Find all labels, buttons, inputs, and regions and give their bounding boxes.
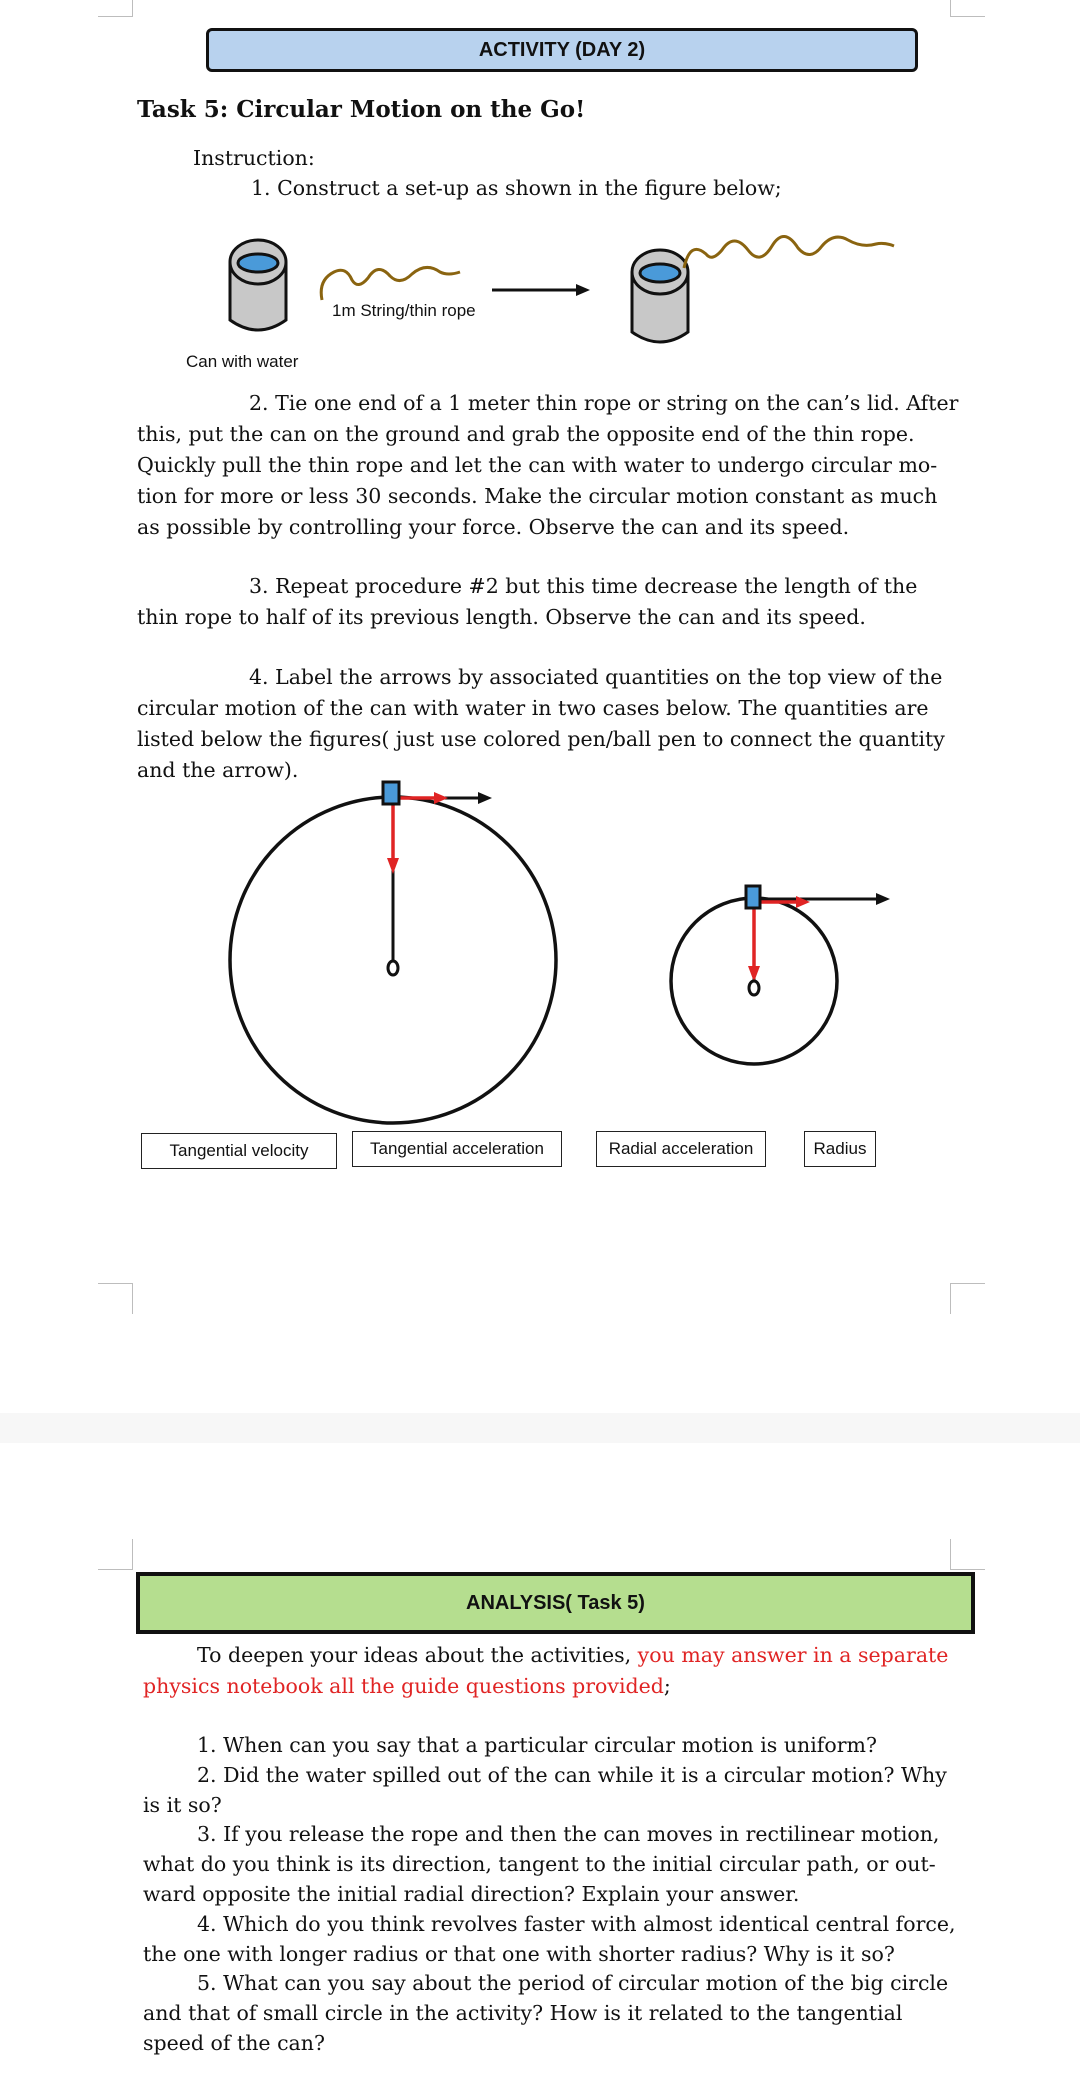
paragraph-line: circular motion of the can with water in two cases below. The quantities are — [137, 696, 929, 720]
page-corner-marker — [98, 1539, 133, 1570]
small-circle-diagram — [671, 886, 890, 1064]
question-line: 4. Which do you think revolves faster with almost identical central force, — [197, 1911, 956, 1936]
label-tangential-velocity — [141, 1133, 337, 1169]
paragraph-line: listed below the figures( just use colored pen/ball pen to connect the quantity — [137, 727, 945, 751]
intro-black-text: To deepen your ideas about the activities, — [197, 1643, 638, 1667]
page-corner-marker — [98, 1283, 133, 1314]
question-line: and that of small circle in the activity? How is it related to the tangential — [143, 2001, 903, 2026]
question-line: 5. What can you say about the period of circular motion of the big circle — [197, 1971, 949, 1996]
paragraph-line: Quickly pull the thin rope and let the can with water to undergo circular mo- — [137, 453, 938, 477]
page-corner-marker — [950, 1539, 985, 1570]
intro-red-text: physics notebook all the guide questions provided — [143, 1674, 664, 1698]
page-gap — [0, 1413, 1080, 1443]
analysis-header — [136, 1572, 975, 1634]
paragraph-line: 2. Tie one end of a 1 meter thin rope or string on the can’s lid. After — [249, 391, 959, 415]
intro-line-2 — [143, 1671, 973, 1702]
question-list — [143, 1731, 973, 2059]
question-line: what do you think is its direction, tangent to the initial circular path, or out- — [143, 1852, 936, 1877]
paragraph-line: as possible by controlling your force. Observe the can and its speed. — [137, 515, 850, 539]
task-title: Task 5: Circular Motion on the Go! — [137, 96, 586, 123]
intro-red-text: you may answer in a separate — [637, 1643, 949, 1667]
question-line: 2. Did the water spilled out of the can while it is a circular motion? Why — [197, 1762, 947, 1787]
activity-header-text: ACTIVITY (DAY 2) — [478, 38, 646, 61]
question-line: 3. If you release the rope and then the can moves in rectilinear motion, — [197, 1822, 940, 1847]
intro-line-1 — [143, 1640, 973, 1671]
label-text: Radial acceleration — [608, 1139, 754, 1158]
paragraph-line: this, put the can on the ground and grab the opposite end of the thin rope. — [137, 422, 915, 446]
paragraph-line: 3. Repeat procedure #2 but this time decrease the length of the — [249, 574, 918, 598]
analysis-header-text: ANALYSIS( Task 5) — [466, 1591, 645, 1614]
label-text: Tangential acceleration — [370, 1139, 544, 1158]
paragraph-line: 4. Label the arrows by associated quantities on the top view of the — [249, 665, 943, 689]
instruction-label: Instruction: — [193, 146, 315, 170]
intro-end-text: ; — [663, 1674, 671, 1698]
question-line: the one with longer radius or that one with shorter radius? Why is it so? — [143, 1941, 895, 1966]
question-line: is it so? — [143, 1792, 222, 1817]
question-line: 1. When can you say that a particular circular motion is uniform? — [197, 1733, 877, 1757]
large-circle-diagram — [230, 782, 556, 1123]
label-radial-acceleration — [596, 1131, 766, 1167]
label-text: Radius — [813, 1139, 867, 1158]
question-line: ward opposite the initial radial direction? Explain your answer. — [143, 1881, 800, 1906]
can-label: Can with water — [186, 352, 299, 371]
step-1-text: 1. Construct a set-up as shown in the figure below; — [251, 176, 782, 200]
paragraph-line: thin rope to half of its previous length. Observe the can and its speed. — [137, 605, 866, 629]
label-text: Tangential velocity — [169, 1141, 309, 1160]
label-tangential-acceleration — [352, 1131, 562, 1167]
paragraph-line: and the arrow). — [137, 758, 299, 782]
page-corner-marker — [950, 1283, 985, 1314]
analysis-intro — [143, 1640, 973, 1702]
question-line: speed of the can? — [143, 2030, 325, 2055]
paragraph-line: tion for more or less 30 seconds. Make the circular motion constant as much — [137, 484, 938, 508]
string-label: 1m String/thin rope — [332, 301, 476, 320]
label-radius — [804, 1131, 876, 1167]
